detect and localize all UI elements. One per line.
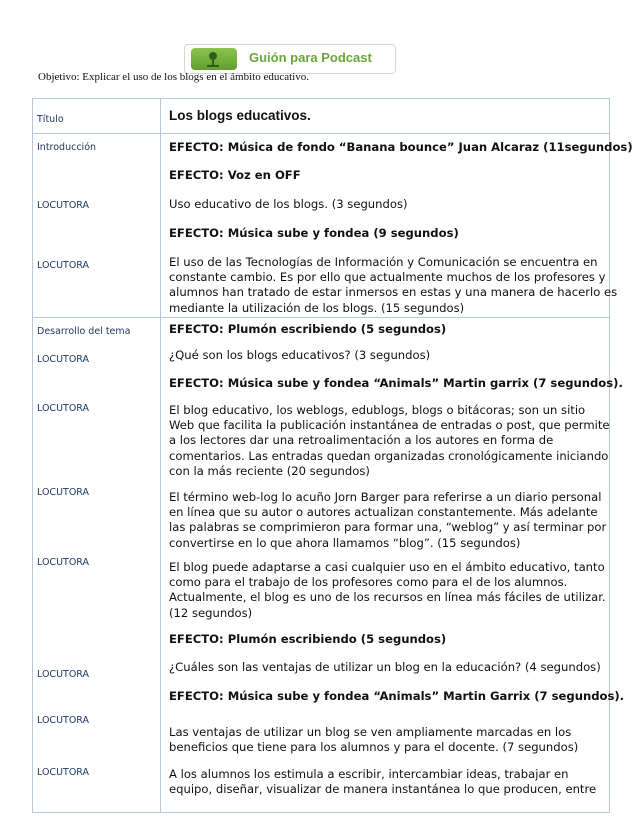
text-line: alumnos han tratado de estar inmersos en estas y una manera de hacerlo es (169, 285, 618, 300)
text-line: con la más reciente (20 segundos) (169, 463, 370, 478)
script-paragraph (169, 348, 430, 363)
speaker-label: LOCUTORA (37, 403, 90, 414)
effect-cue (169, 322, 446, 337)
effect-cue (169, 168, 301, 183)
microphone-logo-icon (191, 48, 237, 70)
label-cell (33, 318, 161, 812)
script-paragraph (169, 660, 601, 675)
text-line: como para el trabajo de los profesores como para el de los alumnos. (169, 575, 568, 590)
text-line: equipo, diseñar, visualizar de manera instantánea lo que producen, entre (169, 782, 597, 797)
text-line: EFECTO: Voz en OFF (169, 168, 301, 182)
script-paragraph (169, 490, 606, 551)
label-cell (33, 134, 161, 317)
speaker-label: LOCUTORA (37, 487, 90, 498)
text-line: a los lectores dar una retroalimentación a los autores en forma de (169, 433, 554, 448)
script-paragraph (169, 403, 610, 479)
text-line: EFECTO: Plumón escribiendo (5 segundos) (169, 632, 447, 646)
text-line: Actualmente, el blog es uno de los recursos en línea más fáciles de utilizar. (169, 590, 606, 605)
text-line: convertirse en lo que ahora llamamos “blog”. (15 segundos) (169, 535, 521, 550)
text-line: EFECTO: Música de fondo “Banana bounce” Juan Alcaraz (11segundos) (169, 140, 633, 154)
text-line: El uso de las Tecnologías de Información y Comunicación se encuentra en (169, 255, 598, 269)
title-value: Los blogs educativos. (169, 108, 311, 123)
script-table (32, 98, 633, 813)
effect-cue (169, 226, 459, 241)
text-line: El término web-log lo acuño Jorn Barger para referirse a un diario personal (169, 490, 602, 504)
section-label: Introducción (37, 142, 97, 153)
content-cell (161, 134, 633, 317)
effect-cue (169, 140, 633, 155)
effect-cue (169, 376, 623, 391)
text-line: Uso educativo de los blogs. (3 segundos) (169, 197, 408, 211)
text-line: A los alumnos los estimula a escribir, intercambiar ideas, trabajar en (169, 767, 569, 781)
effect-cue (169, 689, 624, 704)
text-line: en línea que su autor o autores actualizan constantemente. Más adelante (169, 505, 598, 520)
text-line: (12 segundos) (169, 605, 253, 620)
speaker-label: LOCUTORA (37, 354, 90, 365)
text-line: ¿Qué son los blogs educativos? (3 segundos) (169, 348, 431, 362)
text-line: constante cambio. Es por ello que actualmente muchos de los profesores y (169, 270, 606, 285)
content-cell (161, 318, 625, 812)
text-line: comentarios. Las entradas quedan organizadas cronológicamente iniciando (169, 448, 609, 463)
script-paragraph (169, 725, 578, 755)
text-line: las palabras se comprimieron para formar una, “weblog” y así terminar por (169, 520, 607, 535)
row-titulo (33, 99, 609, 134)
speaker-label: LOCUTORA (37, 260, 90, 271)
text-line: EFECTO: Música sube y fondea (9 segundos) (169, 226, 459, 240)
label-cell (33, 99, 161, 133)
speaker-label: LOCUTORA (37, 557, 90, 568)
section-label: Desarrollo del tema (37, 326, 131, 337)
text-line: Las ventajas de utilizar un blog se ven ampliamente marcadas en los (169, 725, 572, 739)
text-line: El blog puede adaptarse a casi cualquier uso en el ámbito educativo, tanto (169, 560, 605, 574)
script-paragraph (169, 255, 617, 316)
text-line: El blog educativo, los weblogs, edublogs, blogs o bitácoras; son un sitio (169, 403, 586, 417)
podcast-header-banner (184, 44, 396, 74)
text-line: ¿Cuáles son las ventajas de utilizar un blog en la educación? (4 segundos) (169, 660, 601, 674)
text-line: EFECTO: Música sube y fondea “Animals” Martin Garrix (7 segundos). (169, 689, 625, 703)
objective-text: Objetivo: Explicar el uso de los blogs en el ámbito educativo. (38, 71, 309, 83)
text-line: Web que facilita la publicación instantánea de entradas o post, que permite (169, 418, 610, 433)
speaker-label: LOCUTORA (37, 669, 90, 680)
row-introduccion (33, 134, 633, 318)
text-line: EFECTO: Música sube y fondea “Animals” Martin garrix (7 segundos). (169, 376, 623, 390)
effect-cue (169, 632, 446, 647)
script-paragraph (169, 767, 596, 797)
text-line: beneficios que tiene para los alumnos y para el docente. (7 segundos) (169, 740, 579, 755)
row-desarrollo (33, 318, 625, 812)
speaker-label: LOCUTORA (37, 767, 90, 778)
row-label: Título (37, 114, 64, 125)
speaker-label: LOCUTORA (37, 200, 90, 211)
speaker-label: LOCUTORA (37, 715, 90, 726)
text-line: mediante la utilización de los blogs. (15 segundos) (169, 300, 465, 315)
text-line: EFECTO: Plumón escribiendo (5 segundos) (169, 322, 447, 336)
script-paragraph (169, 197, 408, 212)
script-paragraph (169, 560, 606, 621)
header-title: Guión para Podcast (249, 50, 372, 65)
